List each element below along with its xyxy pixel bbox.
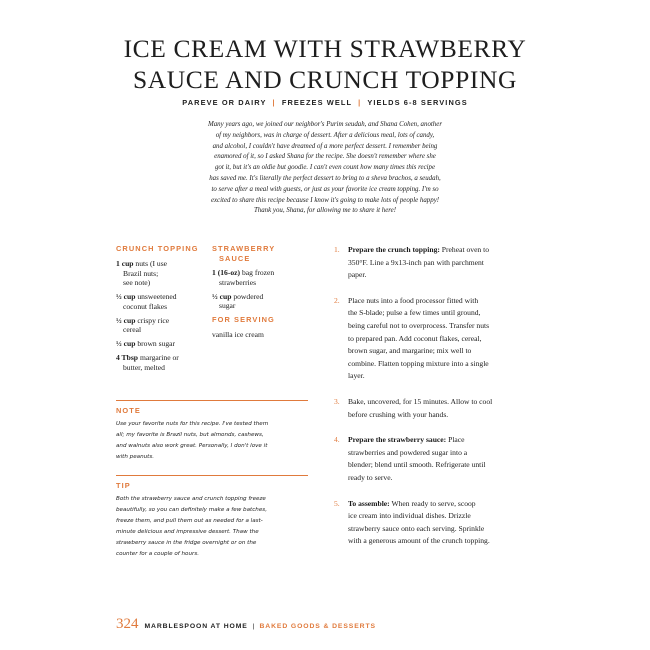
crunch-topping-ingredients bbox=[116, 244, 204, 377]
ingredient-item bbox=[212, 292, 302, 311]
ingredient-item bbox=[116, 339, 204, 349]
tip-divider bbox=[116, 475, 308, 476]
ingredient-text: strawberries bbox=[219, 277, 257, 287]
step-line: Place nuts into a food processor fitted with bbox=[348, 295, 479, 305]
step-line: the S-blade; pulse a few times until ground, bbox=[348, 308, 481, 318]
step-number: 2. bbox=[334, 295, 340, 305]
tip-line: beautifully, so you can definitely make a few batches, bbox=[116, 506, 267, 513]
step-line: When ready to serve, scoop bbox=[389, 498, 476, 508]
tip-heading: TIP bbox=[116, 481, 131, 490]
step-line: Bake, uncovered, for 15 minutes. Allow to cool bbox=[348, 396, 493, 406]
ingredient-text: brown sugar bbox=[137, 339, 176, 349]
tip-text bbox=[116, 494, 306, 559]
meta-kashrut: PAREVE OR DAIRY bbox=[182, 98, 267, 107]
ingredient-text: sugar bbox=[219, 301, 236, 311]
ingredient-quantity: 1 cup bbox=[116, 259, 134, 268]
instruction-step bbox=[334, 244, 534, 282]
step-line: combine. Flatten topping mixture into a single bbox=[348, 358, 489, 368]
instruction-step bbox=[334, 498, 534, 548]
step-line: Place bbox=[446, 435, 465, 445]
meta-separator: | bbox=[272, 98, 276, 107]
ingredient-text: see note) bbox=[123, 278, 151, 288]
tip-line: counter for a couple of hours. bbox=[116, 550, 200, 557]
step-line: blender; blend until smooth. Refrigerate until bbox=[348, 460, 486, 470]
step-line: ready to serve. bbox=[348, 472, 393, 482]
tip-line: minute delicious and impressive dessert. Thaw the bbox=[116, 528, 259, 535]
ingredient-item bbox=[116, 353, 204, 372]
note-divider bbox=[116, 400, 308, 401]
step-line: to prepared pan. Add coconut flakes, cereal, bbox=[348, 333, 482, 343]
ingredient-item: vanilla ice cream bbox=[212, 330, 264, 340]
crunch-topping-heading: CRUNCH TOPPING bbox=[116, 244, 199, 253]
ingredient-quantity: ½ cup bbox=[116, 292, 136, 302]
ingredient-text: unsweetened bbox=[137, 292, 177, 302]
strawberry-sauce-heading bbox=[212, 244, 302, 264]
step-line: ice cream into individual dishes. Drizzle bbox=[348, 511, 471, 521]
step-number: 5. bbox=[334, 498, 340, 508]
note-line: Use your favorite nuts for this recipe. I've tested them bbox=[116, 421, 269, 427]
ingredient-item bbox=[116, 316, 204, 335]
step-line: strawberry sauce onto each serving. Sprinkle bbox=[348, 523, 485, 533]
ingredient-text: butter, melted bbox=[123, 362, 165, 372]
step-lead: Prepare the crunch topping: bbox=[348, 245, 440, 254]
ingredient-quantity: 4 Tbsp bbox=[116, 353, 139, 363]
page-footer bbox=[116, 616, 376, 633]
step-line: strawberries and powdered sugar into a bbox=[348, 447, 468, 457]
step-number: 3. bbox=[334, 396, 340, 406]
ingredient-item bbox=[116, 259, 204, 288]
note-line: and walnuts also work great. Personally, I don't love it bbox=[116, 442, 268, 449]
ingredient-quantity: ½ cup bbox=[116, 315, 136, 325]
recipe-title-line: SAUCE AND CRUNCH TOPPING bbox=[133, 65, 517, 94]
ingredient-item bbox=[116, 292, 204, 311]
ingredient-text: crispy rice bbox=[137, 315, 170, 325]
recipe-meta bbox=[60, 98, 590, 107]
instruction-step bbox=[334, 396, 534, 421]
recipe-title-line: ICE CREAM WITH STRAWBERRY bbox=[123, 34, 527, 63]
note-heading: NOTE bbox=[116, 406, 141, 415]
step-line: paper. bbox=[348, 270, 367, 280]
note-line: with peanuts. bbox=[116, 453, 155, 460]
step-lead: To assemble: bbox=[348, 498, 390, 508]
meta-freezes: FREEZES WELL bbox=[281, 98, 352, 107]
step-lead: Prepare the strawberry sauce: bbox=[348, 435, 447, 445]
tip-line: freeze them, and pull them out as needed for a last- bbox=[116, 517, 263, 524]
ingredient-text: Brazil nuts; bbox=[123, 268, 159, 278]
step-line: brown sugar, and margarine; mix well to bbox=[348, 346, 472, 356]
instruction-step bbox=[334, 434, 534, 484]
intro-line: enamored of it, so I asked Shana for the recipe. She doesn't remember where she bbox=[214, 153, 436, 161]
ingredient-text: margarine or bbox=[139, 353, 179, 363]
heading-line: SAUCE bbox=[219, 254, 251, 263]
ingredient-quantity: ½ cup bbox=[212, 291, 232, 301]
ingredient-text: powdered bbox=[233, 291, 264, 301]
instructions bbox=[334, 244, 534, 548]
step-line: Preheat oven to bbox=[439, 245, 490, 254]
intro-line: excited to share this recipe because I know it's going to make lots of people happy! bbox=[210, 196, 440, 204]
footer-separator: | bbox=[252, 623, 255, 630]
ingredient-item bbox=[212, 268, 302, 287]
intro-paragraph bbox=[186, 120, 464, 217]
ingredient-text: coconut flakes bbox=[123, 301, 168, 311]
intro-line: has saved me. It's literally the perfect dessert to bring to a sheva brachos, a seudah, bbox=[209, 174, 441, 182]
ingredient-text: nuts (I use bbox=[135, 259, 168, 268]
intro-line: Many years ago, we joined our neighbor's Purim seudah, and Shana Cohen, another bbox=[207, 121, 442, 128]
step-line: layer. bbox=[348, 371, 365, 381]
meta-separator: | bbox=[358, 98, 362, 107]
intro-line: to serve after a meal with guests, or just as your favorite ice cream topping. I'm so bbox=[211, 185, 439, 193]
section-name: BAKED GOODS & DESSERTS bbox=[259, 623, 376, 630]
meta-yield: YIELDS 6-8 SERVINGS bbox=[367, 98, 468, 107]
note-text bbox=[116, 419, 306, 463]
step-line: before crushing with your hands. bbox=[348, 409, 449, 419]
page-number: 324 bbox=[116, 616, 139, 632]
step-line: 350°F. Line a 9x13-inch pan with parchment bbox=[348, 257, 484, 267]
step-line: being careful not to overprocess. Transfer nuts bbox=[348, 320, 490, 330]
book-title: MARBLESPOON AT HOME bbox=[144, 623, 248, 630]
ingredient-quantity: ½ cup bbox=[116, 339, 136, 349]
recipe-title bbox=[60, 33, 590, 95]
step-number: 4. bbox=[334, 435, 340, 445]
tip-line: Both the strawberry sauce and crunch topping freeze bbox=[116, 496, 266, 502]
strawberry-sauce-ingredients bbox=[212, 244, 302, 344]
note-line: all; my favorite is Brazil nuts, but almonds, cashews, bbox=[116, 431, 264, 438]
intro-line: got it, but it's an oldie but goodie. I can't even count how many times this recipe bbox=[214, 164, 436, 172]
for-serving-heading: FOR SERVING bbox=[212, 315, 275, 325]
intro-line: and alcohol, I couldn't have dreamed of a more perfect dessert. I remember being bbox=[212, 142, 438, 150]
instruction-step bbox=[334, 295, 534, 383]
ingredient-text: cereal bbox=[123, 325, 142, 335]
ingredient-text: bag frozen bbox=[241, 268, 275, 277]
ingredient-quantity: 1 (16-oz) bbox=[212, 268, 241, 277]
step-number: 1. bbox=[334, 245, 340, 254]
step-line: with a generous amount of the crunch topping. bbox=[348, 536, 490, 546]
intro-line: of my neighbors, was in charge of dessert. After a delicious meal, lots of candy, bbox=[215, 131, 435, 139]
heading-line: STRAWBERRY bbox=[212, 244, 276, 253]
tip-line: strawberry sauce in the fridge overnight or on the bbox=[116, 539, 257, 546]
intro-line: Thank you, Shana, for allowing me to share it here! bbox=[253, 207, 397, 215]
